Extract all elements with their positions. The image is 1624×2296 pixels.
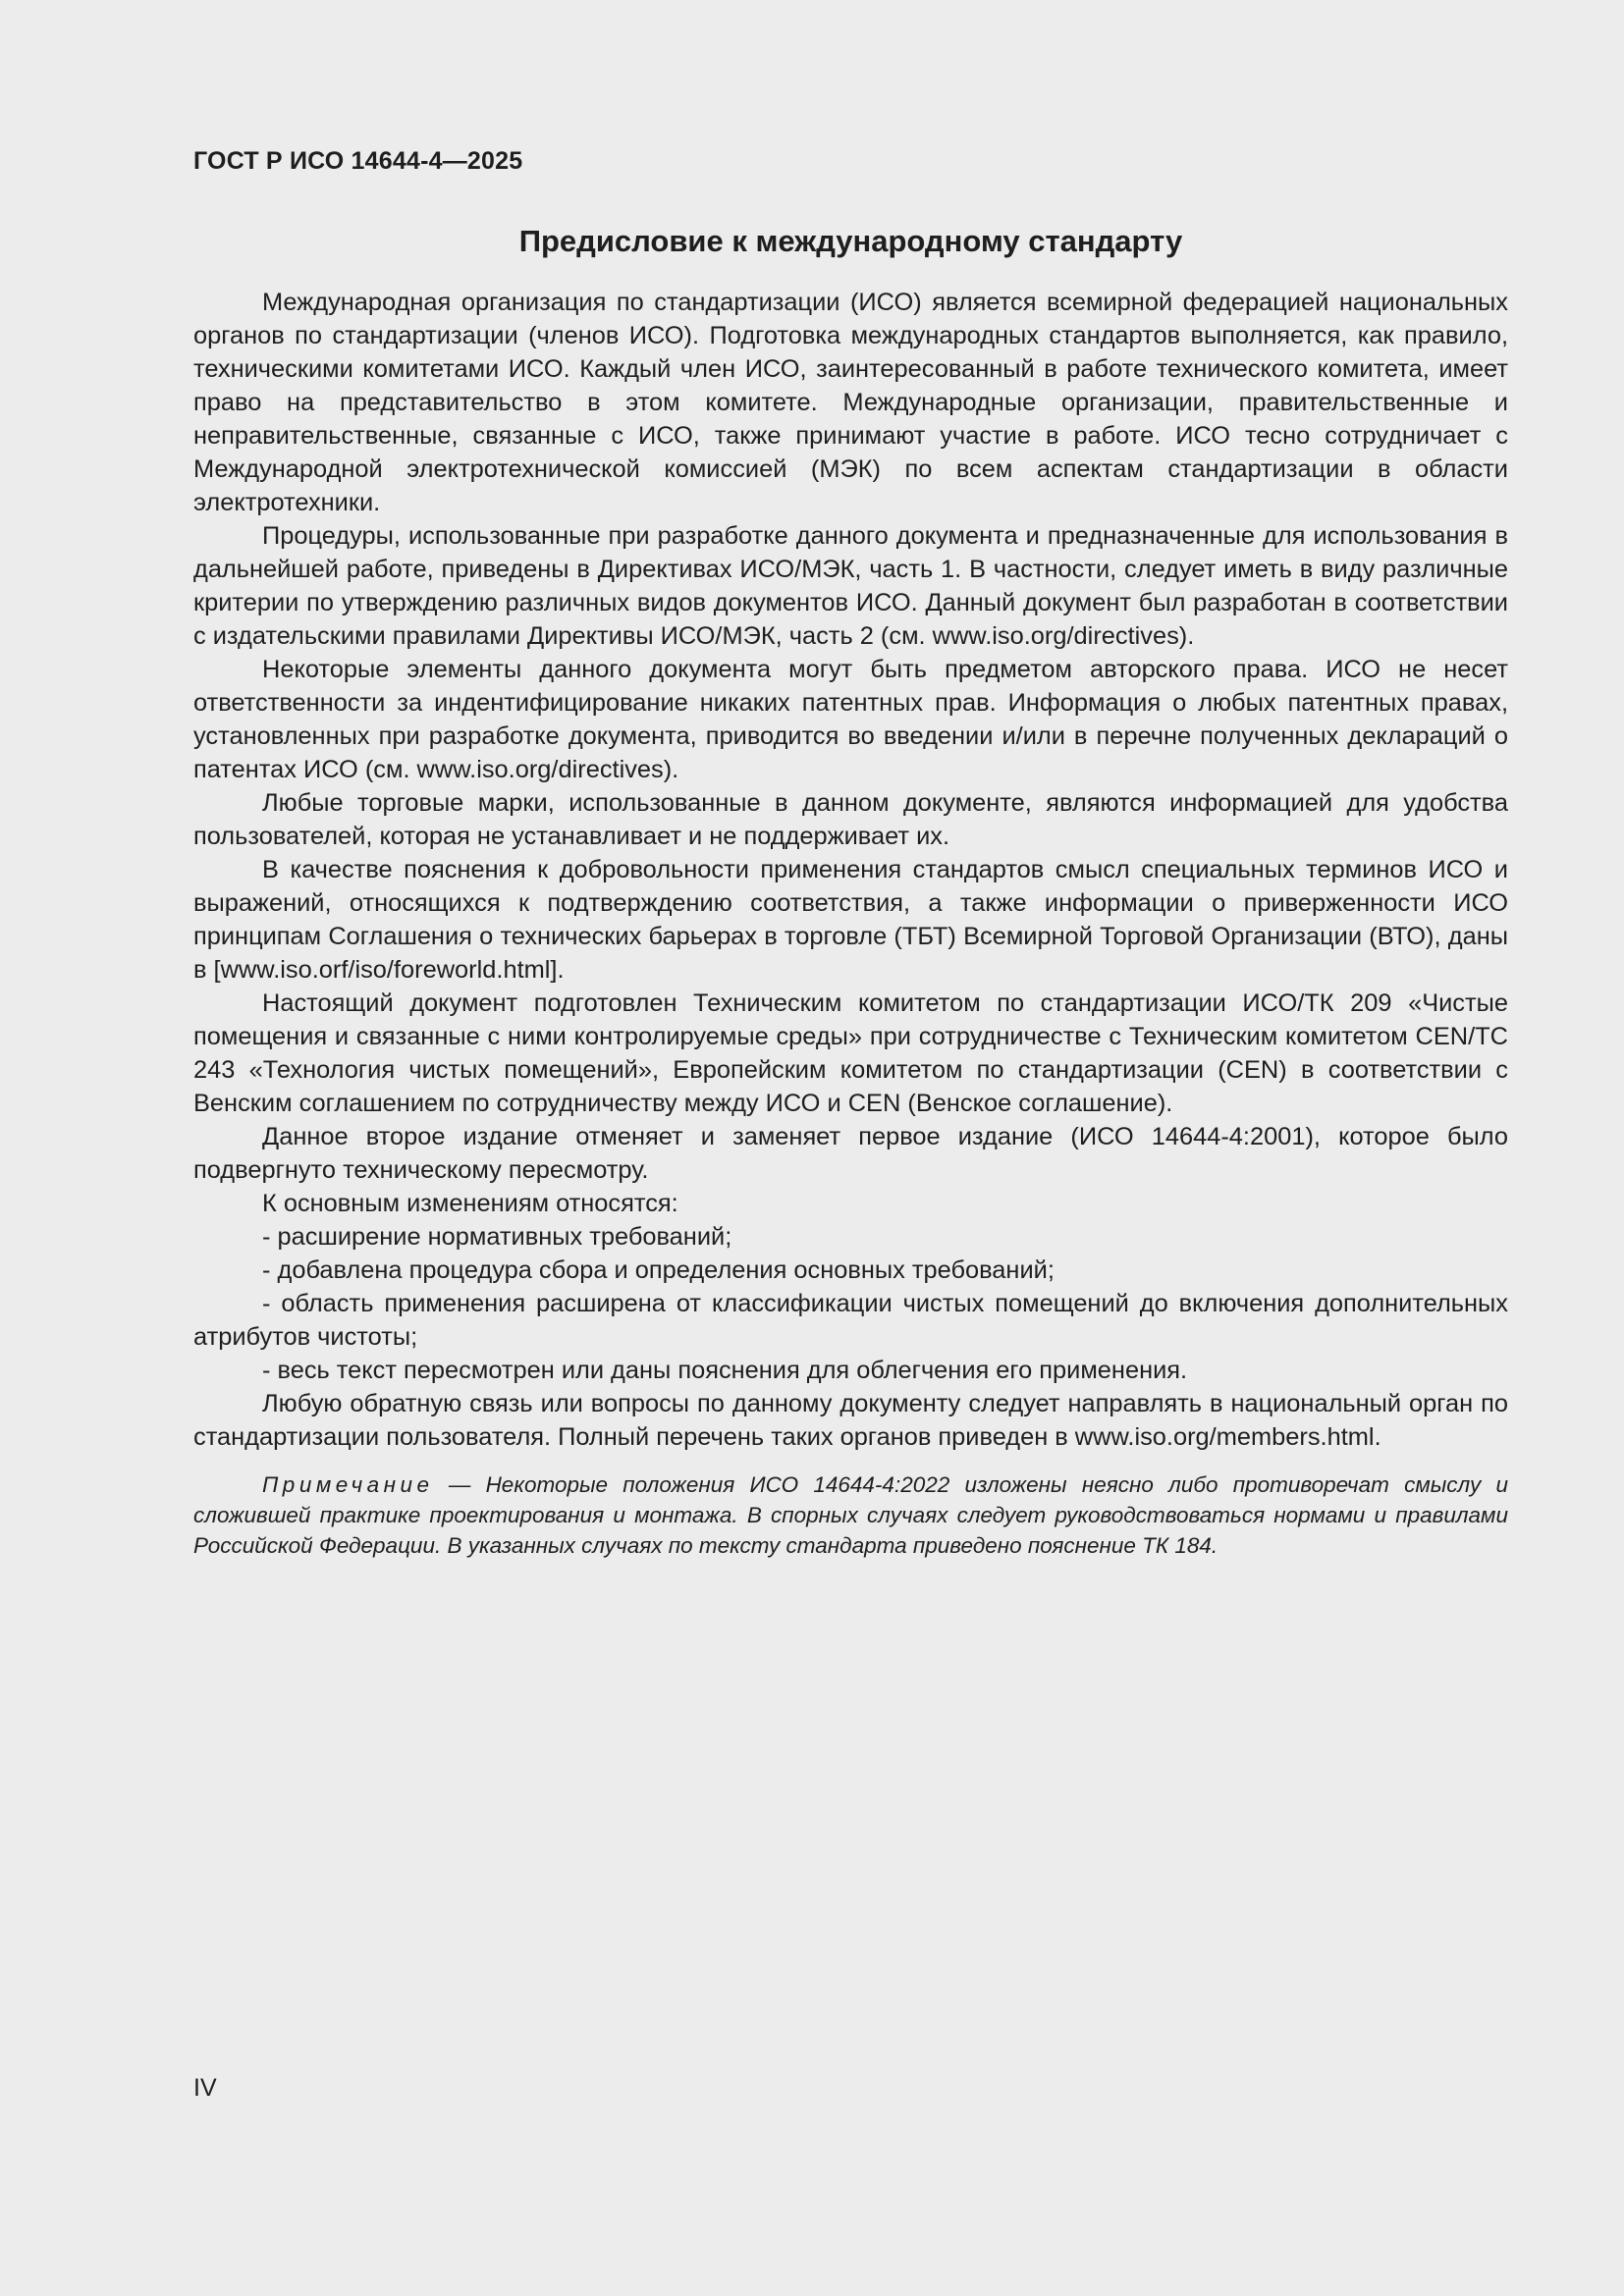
note-label: Примечание — [262, 1472, 434, 1497]
note-text: Некоторые положения ИСО 14644-4:2022 изложены неясно либо противоречат смыслу и сложившей практике проектирования и монтажа. В спорных случаях следует руководствоваться нормами и правилами Российской Федерации. В указанных случаях по тексту стандарта приведено пояснение ТК 184. — [193, 1472, 1508, 1558]
list-item-change: - расширение нормативных требований; — [262, 1223, 732, 1251]
paragraph-procedures: Процедуры, использованные при разработке данного документа и предназначенные для использования в дальнейшей работе, приведены в Директивах ИСО/МЭК, часть 1. В частности, следует иметь в виду различные критерии по утверждению различных видов документов ИСО. Данный документ был разработан в соответствии с издательскими правилами Директивы ИСО/МЭК, часть 2 (см. www.iso.org/directives). — [193, 522, 1508, 650]
list-item-change: - область применения расширена от классификации чистых помещений до включения дополнительных атрибутов чистоты; — [193, 1290, 1508, 1351]
page-number: IV — [193, 2074, 217, 2102]
paragraph-changes-intro: К основным изменениям относятся: — [262, 1190, 678, 1217]
paragraph-trademarks: Любые торговые марки, использованные в данном документе, являются информацией для удобства пользователей, которая не устанавливает и не поддерживает их. — [193, 789, 1508, 850]
page-title: Предисловие к международному стандарту — [518, 224, 1183, 258]
paragraph-patents: Некоторые элементы данного документа могут быть предметом авторского права. ИСО не несет ответственности за индентифицирование никаких патентных прав. Информация о любых патентных правах, установленных при разработке документа, приводится во введении и/или в перечне полученных деклараций о патентах ИСО (см. www.iso.org/directives). — [193, 656, 1508, 783]
list-item-change: - весь текст пересмотрен или даны пояснения для облегчения его применения. — [262, 1357, 1188, 1384]
paragraph-voluntary-nature: В качестве пояснения к добровольности применения стандартов смысл специальных терминов ИСО и выражений, относящихся к подтверждению соответствия, а также информации о приверженности ИСО принципам Соглашения о технических барьерах в торговле (ТБТ) Всемирной Торговой Организации (ВТО), даны в [www.iso.orf/iso/foreworld.html]. — [193, 856, 1508, 984]
list-item-change: - добавлена процедура сбора и определения основных требований; — [262, 1256, 1055, 1284]
paragraph-iso-intro: Международная организация по стандартизации (ИСО) является всемирной федерацией национальных органов по стандартизации (членов ИСО). Подготовка международных стандартов выполняется, как правило, техническими комитетами ИСО. Каждый член ИСО, заинтересованный в работе технического комитета, имеет право на представительство в этом комитете. Международные организации, правительственные и неправительственные, связанные с ИСО, также принимают участие в работе. ИСО тесно сотрудничает с Международной электротехнической комиссией (МЭК) по всем аспектам стандартизации в области электротехники. — [193, 289, 1508, 516]
note-separator: — — [433, 1472, 486, 1497]
document-code: ГОСТ Р ИСО 14644-4—2025 — [193, 147, 523, 175]
paragraph-committee: Настоящий документ подготовлен Техническим комитетом по стандартизации ИСО/ТК 209 «Чистые помещения и связанные с ними контролируемые среды» при сотрудничестве с Техническим комитетом CEN/TC 243 «Технология чистых помещений», Европейским комитетом по стандартизации (CEN) в соответствии с Венским соглашением по сотрудничеству между ИСО и CEN (Венское соглашение). — [193, 989, 1508, 1117]
foreword-body — [193, 286, 1508, 1561]
note-block — [193, 1469, 1508, 1561]
paragraph-edition: Данное второе издание отменяет и заменяет первое издание (ИСО 14644-4:2001), которое было подвергнуто техническому пересмотру. — [193, 1123, 1508, 1184]
paragraph-feedback: Любую обратную связь или вопросы по данному документу следует направлять в национальный орган по стандартизации пользователя. Полный перечень таких органов приведен в www.iso.org/members.html. — [193, 1390, 1508, 1451]
